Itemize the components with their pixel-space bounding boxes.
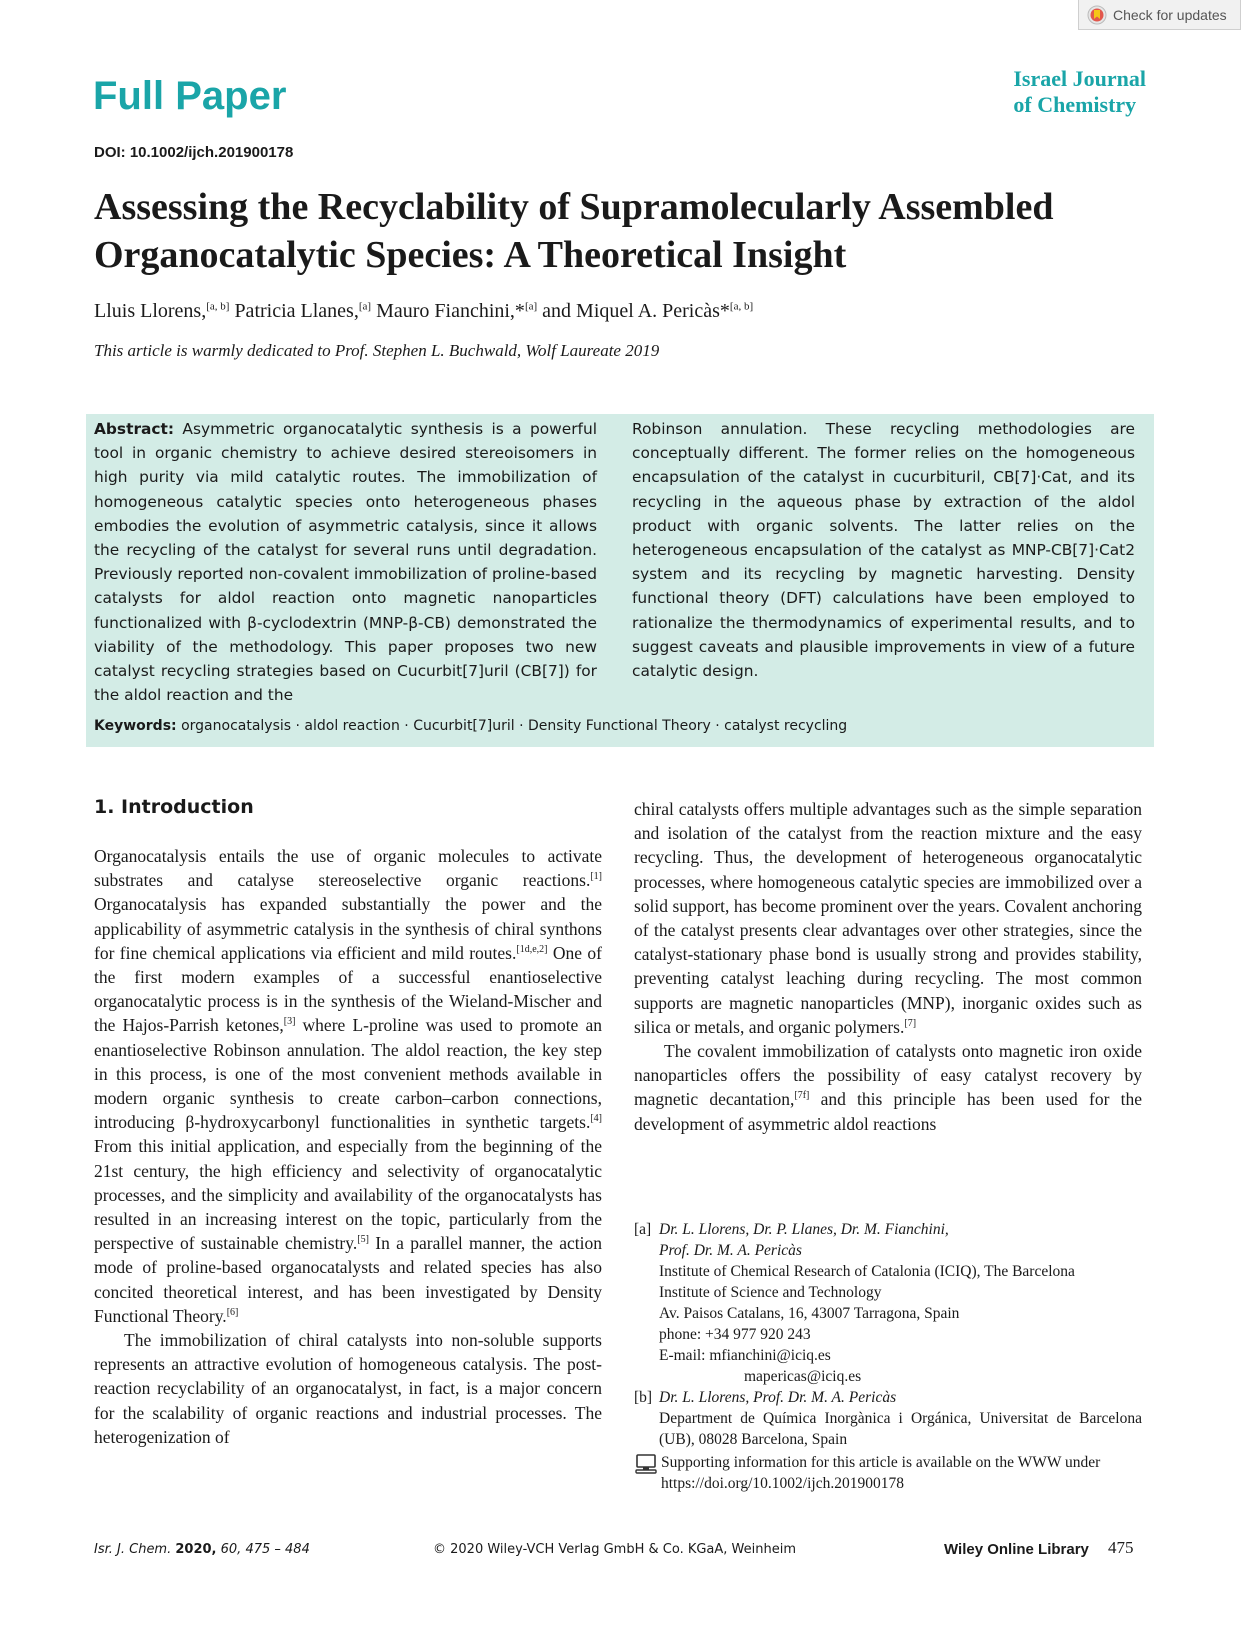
paragraph: chiral catalysts offers multiple advantages such as the simple separation and isolation of the catalyst from the reaction mixture and the easy recycling. Thus, the development of heterogeneous organocatalytic processes, where homogeneous catalytic species are immobilized over a solid support, has become prominent over the years. Covalent anchoring of the catalyst presents clear advantages over other strategies, since the catalyst-stationary phase bond is usually strong and provides stability, preventing catalyst leaching during recycling. The most common supports are magnetic nanoparticles (MNP), inorganic oxides such as silica or metals, and organic polymers.[7] — [634, 799, 1142, 1037]
abstract-text-1: Asymmetric organocatalytic synthesis is a powerful tool in organic chemistry to achieve desired stereoisomers in high purity via mild catalytic routes. The immobilization of homogeneous catalytic species onto heterogeneous phases embodies the evolution of asymmetric catalysis, since it allows the recycling of the catalyst for several runs until degradation. Previously reported non-covalent immobilization of proline-based catalysts for aldol reaction onto magnetic nanoparticles functionalized with β-cyclodextrin (MNP-β-CB) demonstrated the viability of the methodology. This paper proposes two new catalyst recycling strategies based on Cucurbit[7]uril (CB[7]) for the aldol reaction and the — [94, 420, 597, 705]
keywords-label: Keywords: — [94, 718, 177, 734]
citation: [5] — [357, 1234, 369, 1246]
citation: [7] — [904, 1018, 917, 1029]
doi: DOI: 10.1002/ijch.201900178 — [94, 144, 294, 161]
check-for-updates-label: Check for updates — [1113, 6, 1227, 23]
body-column-2 — [634, 797, 1142, 1136]
abstract-label: Abstract: — [94, 420, 175, 438]
abstract-text-2: Robinson annulation. These recycling methodologies are conceptually different. The former relies on the homogeneous encapsulation of the catalyst in cucurbituril, CB[7]·Cat, and its recycling in the aqueous phase by extraction of the aldol product with organic solvents. The latter relies on the heterogeneous encapsulation of the catalyst as MNP-CB[7]·Cat2 system and its recycling by magnetic harvesting. Density functional theory (DFT) calculations have been employed to rationalize the thermodynamics of experimental results, and to suggest caveats and plausible improvements in view of a future catalytic design. — [632, 420, 1135, 681]
journal-logo — [1013, 66, 1146, 118]
author-name: and Miquel A. Pericàs* — [542, 300, 730, 322]
author-affiliation: [a] — [358, 300, 372, 313]
section-label: Full Paper — [93, 74, 287, 118]
wiley-online-library-link[interactable]: Wiley Online Library — [944, 1541, 1089, 1558]
article-title: Assessing the Recyclability of Supramolecularly Assembled Organocatalytic Species: A Theoretical Insight — [94, 186, 1054, 276]
supporting-info — [634, 1452, 1142, 1494]
author-list — [94, 300, 753, 323]
footer-citation: Isr. J. Chem. 2020, 60, 475 – 484 — [94, 1542, 310, 1557]
author-name: Mauro Fianchini,* — [376, 300, 525, 322]
author-affiliation: [a] — [524, 300, 538, 313]
affiliation-a: [a] Dr. L. Llorens, Dr. P. Llanes, Dr. M. Fianchini, Prof. Dr. M. A. Pericàs Institute of Chemical Research of Catalonia (ICIQ), The Barcelona Institute of Science and Technology Av. Paisos Catalans, 16, 43007 Tarragona, Spain phone: +34 977 920 243 E-mail: mfianchini@iciq.es mapericas@iciq.es — [634, 1219, 1142, 1387]
author-affiliation: [a, b] — [729, 300, 754, 313]
body-column-1 — [94, 844, 602, 1449]
footer-copyright: © 2020 Wiley-VCH Verlag GmbH & Co. KGaA, Weinheim — [433, 1542, 797, 1557]
keywords — [94, 718, 847, 734]
phone: phone: +34 977 920 243 — [659, 1326, 811, 1343]
citation: [7f] — [794, 1090, 810, 1102]
email-link[interactable]: mapericas@iciq.es — [744, 1368, 862, 1385]
check-for-updates-button[interactable] — [1078, 0, 1241, 30]
abstract-column-1 — [94, 417, 597, 707]
citation: [1d,e,2] — [516, 943, 548, 955]
author-affiliation: [a, b] — [206, 300, 230, 313]
supporting-info-text[interactable]: Supporting information for this article is available on the WWW under https://doi.org/10.1002/ijch.201900178 — [661, 1454, 1101, 1492]
page-number: 475 — [1108, 1538, 1134, 1557]
paragraph: The covalent immobilization of catalysts onto magnetic iron oxide nanoparticles offers the possibility of easy catalyst recovery by magnetic decantation,[7f] and this principle has been used for the development of asymmetric aldol reactions — [634, 1041, 1142, 1134]
journal-name-line2: of Chemistry — [1013, 92, 1137, 117]
citation: [4] — [590, 1113, 602, 1125]
journal-name-line1: Israel Journal — [1013, 66, 1146, 91]
citation: [1] — [590, 871, 602, 883]
affiliations — [634, 1219, 1142, 1494]
affiliation-tag: [a] — [634, 1221, 652, 1238]
affiliation-tag: [b] — [634, 1389, 653, 1406]
section-heading: 1. Introduction — [94, 796, 254, 818]
crossmark-icon — [1087, 5, 1107, 25]
computer-icon — [634, 1452, 658, 1476]
keywords-text: organocatalysis · aldol reaction · Cucurbit[7]uril · Density Functional Theory · catalyst recycling — [181, 718, 848, 734]
dedication: This article is warmly dedicated to Prof. Stephen L. Buchwald, Wolf Laureate 2019 — [94, 341, 660, 360]
author-name: Patricia Llanes, — [234, 300, 359, 322]
citation: [3] — [283, 1016, 296, 1028]
author-name: Lluis Llorens, — [94, 300, 207, 322]
paragraph: Organocatalysis entails the use of organic molecules to activate substrates and catalyse stereoselective organic reactions.[1] Organocatalysis has expanded substantially the power and the applicability of asymmetric catalysis in the synthesis of chiral synthons for fine chemical applications via efficient and mild routes.[1d,e,2] One of the first modern examples of a successful enantioselective organocatalytic process is in the synthesis of the Wieland-Mischer and the Hajos-Parrish ketones,[3] where L-proline was used to promote an enantioselective Robinson annulation. The aldol reaction, the key step in this process, is one of the most convenient methods available in modern organic synthesis to create carbon–carbon connections, introducing β-hydroxycarbonyl functionalities in synthetic targets.[4] From this initial application, and especially from the beginning of the 21st century, the high efficiency and selectivity of organocatalytic processes, and the simplicity and availability of the organocatalysts has resulted in an increasing interest on the topic, particularly from the perspective of sustainable chemistry.[5] In a parallel manner, the action mode of proline-based organocatalysts and related species has also concited theoretical interest, and has been investigated by Density Functional Theory.[6] — [94, 846, 602, 1326]
affiliation-b: [b] Dr. L. Llorens, Prof. Dr. M. A. Pericàs Department de Química Inorgànica i Orgánica, Universitat de Barcelona (UB), 08028 Barcelona, Spain — [634, 1389, 1142, 1448]
abstract-column-2 — [632, 417, 1135, 683]
email-link[interactable]: E-mail: mfianchini@iciq.es — [659, 1347, 831, 1364]
citation: [6] — [226, 1307, 239, 1319]
paragraph: The immobilization of chiral catalysts into non-soluble supports represents an attractive evolution of homogeneous catalysis. The post-reaction recyclability of an organocatalyst, in fact, is a major concern for the scalability of organic reactions and industrial processes. The heterogenization of — [94, 1330, 602, 1447]
